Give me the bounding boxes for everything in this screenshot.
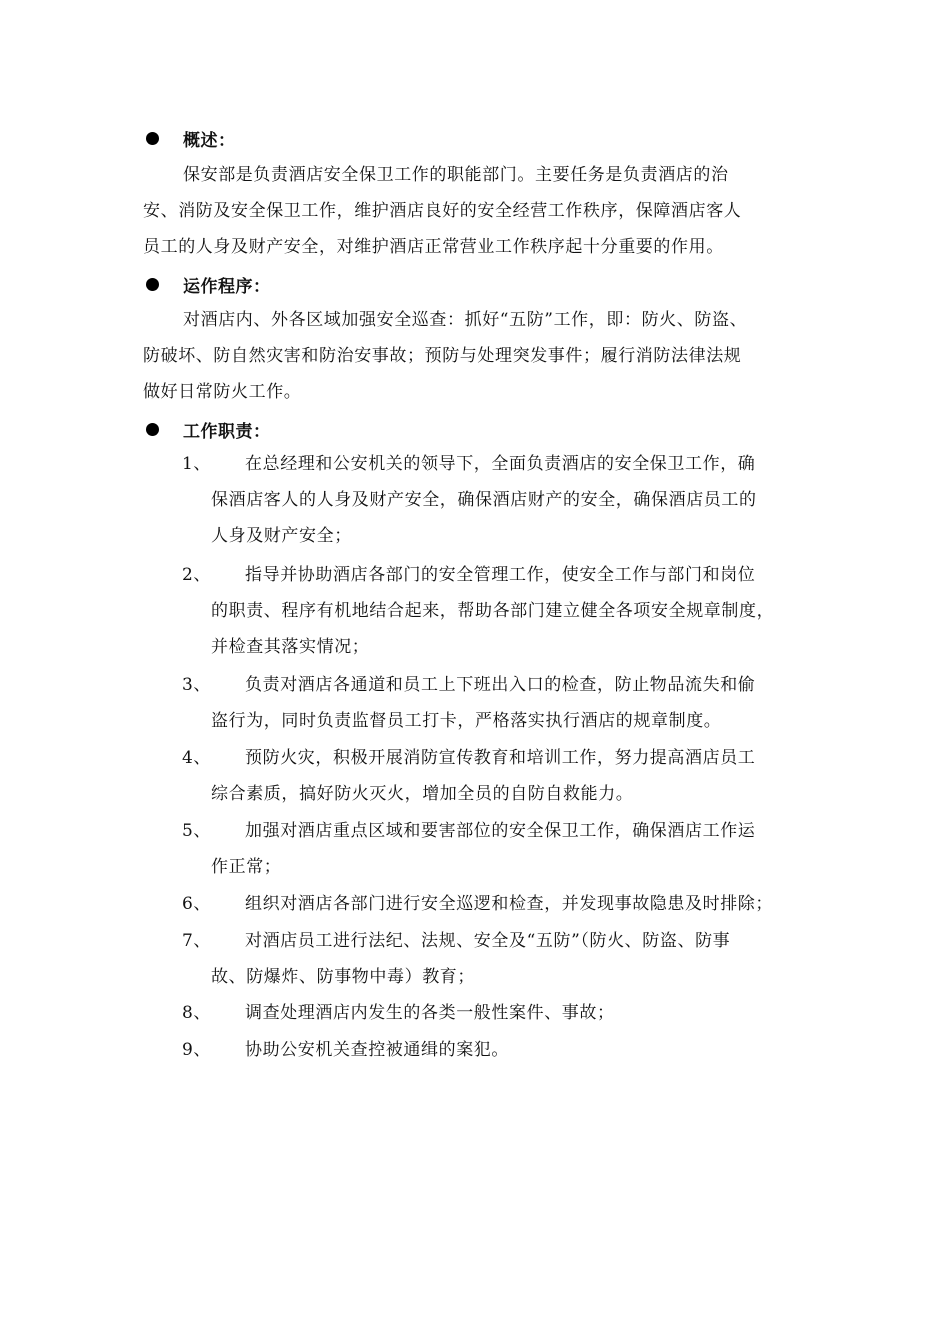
duty-number: 7、: [182, 931, 212, 951]
duty-number: 5、: [182, 821, 212, 841]
duty-item: [182, 923, 832, 995]
duty-item: [182, 446, 832, 554]
duty-item: [182, 813, 832, 885]
duty-number: 2、: [182, 565, 212, 585]
duty-line: 的职责、程序有机地结合起来，帮助各部门建立健全各项安全规章制度，: [211, 601, 775, 621]
duty-item: [182, 1032, 832, 1068]
duty-line: 组织对酒店各部门进行安全巡逻和检查，并发现事故隐患及时排除；: [245, 894, 773, 914]
duty-line: 人身及财产安全；: [211, 526, 352, 546]
duty-number: 6、: [182, 894, 212, 914]
overview-heading: 概述：: [183, 130, 236, 151]
duty-line: 综合素质，搞好防火灭火，增加全员的自防自救能力。: [211, 784, 634, 804]
duty-line: 保酒店客人的人身及财产安全，确保酒店财产的安全，确保酒店员工的: [211, 490, 757, 510]
duty-line: 在总经理和公安机关的领导下，全面负责酒店的安全保卫工作，确: [245, 454, 756, 474]
duty-number: 1、: [182, 454, 212, 474]
paragraph-line: 做好日常防火工作。: [143, 382, 302, 402]
overview-heading-row: [146, 124, 236, 152]
duty-item: [182, 667, 832, 739]
duty-line: 预防火灾，积极开展消防宣传教育和培训工作，努力提高酒店员工: [245, 748, 756, 768]
duty-number: 8、: [182, 1003, 212, 1023]
duties-heading-row: [146, 415, 271, 443]
paragraph-line: 防破坏、防自然灾害和防治安事故；预防与处理突发事件；履行消防法律法规: [143, 346, 742, 366]
duty-item: [182, 995, 832, 1031]
duty-number: 4、: [182, 748, 212, 768]
bullet-icon: [146, 423, 159, 436]
duty-line: 作正常；: [211, 857, 282, 877]
procedure-heading-row: [146, 270, 271, 298]
duty-line: 并检查其落实情况；: [211, 637, 370, 657]
duty-line: 负责对酒店各通道和员工上下班出入口的检查，防止物品流失和偷: [245, 675, 756, 695]
procedure-paragraph: [143, 302, 823, 410]
duty-line: 协助公安机关查控被通缉的案犯。: [245, 1040, 509, 1060]
bullet-icon: [146, 278, 159, 291]
overview-paragraph: [143, 157, 823, 265]
duty-number: 3、: [182, 675, 212, 695]
duty-item: [182, 886, 832, 922]
bullet-icon: [146, 132, 159, 145]
duty-line: 调查处理酒店内发生的各类一般性案件、事故；: [245, 1003, 615, 1023]
duty-line: 加强对酒店重点区域和要害部位的安全保卫工作，确保酒店工作运: [245, 821, 756, 841]
paragraph-line: 安、消防及安全保卫工作，维护酒店良好的安全经营工作秩序，保障酒店客人: [143, 201, 742, 221]
duty-line: 指导并协助酒店各部门的安全管理工作，使安全工作与部门和岗位: [245, 565, 756, 585]
duty-line: 对酒店员工进行法纪、法规、安全及“五防”（防火、防盗、防事: [245, 931, 731, 951]
duty-number: 9、: [182, 1040, 212, 1060]
paragraph-line: 员工的人身及财产安全，对维护酒店正常营业工作秩序起十分重要的作用。: [143, 237, 724, 257]
paragraph-line: 对酒店内、外各区域加强安全巡查：抓好“五防”工作，即：防火、防盗、: [183, 310, 748, 330]
duty-line: 盗行为，同时负责监督员工打卡，严格落实执行酒店的规章制度。: [211, 711, 722, 731]
duty-line: 故、防爆炸、防事物中毒）教育；: [211, 967, 475, 987]
duty-item: [182, 557, 832, 665]
duty-item: [182, 740, 832, 812]
paragraph-line: 保安部是负责酒店安全保卫工作的职能部门。主要任务是负责酒店的治: [183, 165, 729, 185]
procedure-heading: 运作程序：: [183, 276, 271, 297]
duties-heading: 工作职责：: [183, 421, 271, 442]
